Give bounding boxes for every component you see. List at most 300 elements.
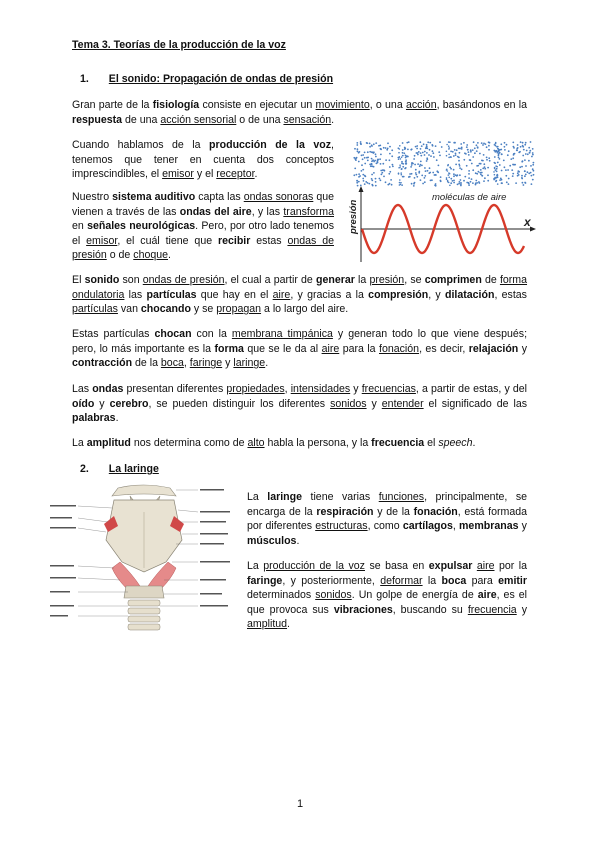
air-molecule-dot xyxy=(470,181,472,183)
trachea xyxy=(128,600,160,630)
air-molecule-dot xyxy=(496,176,498,178)
air-molecule-dot xyxy=(386,149,388,151)
air-molecule-dot xyxy=(398,147,400,149)
air-molecule-dot xyxy=(528,160,530,162)
air-molecule-dot xyxy=(533,174,535,176)
air-molecule-dot xyxy=(521,166,523,168)
air-molecule-dot xyxy=(435,183,437,185)
air-molecule-dot xyxy=(416,152,418,154)
air-molecule-dot xyxy=(439,141,441,143)
paragraph-7: La amplitud nos determina como de alto habla la persona, y la frecuencia el speech. xyxy=(72,437,476,449)
air-molecule-dot xyxy=(416,176,418,178)
air-molecule-dot xyxy=(495,180,497,182)
air-molecule-dot xyxy=(380,154,382,156)
air-molecule-dot xyxy=(517,144,519,146)
air-molecule-dot xyxy=(430,180,432,182)
air-molecule-dot xyxy=(401,174,403,176)
air-molecule-dot xyxy=(521,177,523,179)
air-molecule-dot xyxy=(477,146,479,148)
air-molecule-dot xyxy=(498,151,500,153)
air-molecule-dot xyxy=(427,141,429,143)
air-molecule-dot xyxy=(405,161,407,163)
air-molecule-dot xyxy=(375,156,377,158)
air-molecule-dot xyxy=(369,146,371,148)
air-molecule-dot xyxy=(398,152,400,154)
air-molecule-dot xyxy=(513,146,515,148)
air-molecule-dot xyxy=(438,151,440,153)
air-molecule-dot xyxy=(476,144,478,146)
air-molecule-dot xyxy=(494,156,496,158)
air-molecule-dot xyxy=(483,143,485,145)
air-molecule-dot xyxy=(383,147,385,149)
section-1-heading xyxy=(80,72,333,87)
air-molecule-dot xyxy=(440,176,442,178)
air-molecule-dot xyxy=(371,144,373,146)
air-molecule-dot xyxy=(477,142,479,144)
air-molecule-dot xyxy=(378,145,380,147)
air-molecule-dot xyxy=(484,177,486,179)
air-molecule-dot xyxy=(421,145,423,147)
air-molecule-dot xyxy=(432,150,434,152)
air-molecule-dot xyxy=(449,167,451,169)
pressure-axis-label: presión xyxy=(348,199,359,234)
air-molecule-dot xyxy=(519,166,521,168)
air-molecule-dot xyxy=(469,159,471,161)
air-molecule-dot xyxy=(470,151,472,153)
air-molecule-dot xyxy=(522,142,524,144)
air-molecule-dot xyxy=(472,149,474,151)
air-molecule-dot xyxy=(468,154,470,156)
air-molecule-dot xyxy=(438,165,440,167)
air-molecule-dot xyxy=(371,180,373,182)
air-molecule-dot xyxy=(401,184,403,186)
air-molecule-dot xyxy=(478,181,480,183)
air-molecule-dot xyxy=(456,175,458,177)
air-molecule-dot xyxy=(460,179,462,181)
air-molecule-dot xyxy=(399,184,401,186)
air-molecule-dot xyxy=(529,150,531,152)
air-molecule-dot xyxy=(446,155,448,157)
air-molecule-dot xyxy=(422,152,424,154)
air-molecule-dot xyxy=(448,148,450,150)
air-molecule-dot xyxy=(428,154,430,156)
air-molecule-dot xyxy=(494,162,496,164)
air-molecule-dot xyxy=(533,170,535,172)
air-molecule-dot xyxy=(505,169,507,171)
air-molecule-dot xyxy=(530,172,532,174)
air-molecule-dot xyxy=(497,162,499,164)
air-molecule-dot xyxy=(429,167,431,169)
air-molecule-dot xyxy=(429,172,431,174)
air-molecule-dot xyxy=(391,155,393,157)
air-molecule-dot xyxy=(512,173,514,175)
air-molecule-dot xyxy=(404,147,406,149)
air-molecule-dot xyxy=(468,177,470,179)
paragraph-8: La laringe tiene varias funciones, principalmente, se encarga de la respiración y de la fonación, está formada por diferentes estructuras, como cartílagos, membranas y músculos. xyxy=(247,491,528,547)
air-molecule-dot xyxy=(389,146,391,148)
air-molecule-dot xyxy=(402,155,404,157)
air-molecule-dot xyxy=(504,149,506,151)
air-molecule-dot xyxy=(525,165,527,167)
air-molecule-dot xyxy=(496,166,498,168)
air-molecule-dot xyxy=(400,172,402,174)
air-molecule-dot xyxy=(531,156,533,158)
air-molecule-dot xyxy=(411,162,413,164)
air-molecule-dot xyxy=(486,157,488,159)
air-molecule-dot xyxy=(487,167,489,169)
air-molecule-dot xyxy=(375,153,377,155)
air-molecule-dot xyxy=(478,171,480,173)
air-molecule-dot xyxy=(367,151,369,153)
air-molecule-dot xyxy=(369,151,371,153)
air-molecule-dot xyxy=(399,164,401,166)
air-molecule-dot xyxy=(459,167,461,169)
air-molecule-dot xyxy=(446,151,448,153)
air-molecule-dot xyxy=(373,161,375,163)
air-molecule-dot xyxy=(513,154,515,156)
air-molecule-dot xyxy=(463,159,465,161)
air-molecule-dot xyxy=(455,164,457,166)
air-molecule-dot xyxy=(397,157,399,159)
air-molecule-dot xyxy=(458,160,460,162)
air-molecule-dot xyxy=(479,153,481,155)
air-molecule-dot xyxy=(398,172,400,174)
air-molecule-dot xyxy=(496,168,498,170)
air-molecule-dot xyxy=(401,156,403,158)
air-molecule-dot xyxy=(391,184,393,186)
air-molecule-dot xyxy=(391,149,393,151)
air-molecule-dot xyxy=(453,142,455,144)
air-molecule-dot xyxy=(512,175,514,177)
air-molecule-dot xyxy=(362,154,364,156)
air-molecule-dot xyxy=(453,182,455,184)
air-molecule-dot xyxy=(432,152,434,154)
air-molecule-dot xyxy=(379,158,381,160)
air-molecule-dot xyxy=(505,175,507,177)
air-molecule-dot xyxy=(480,169,482,171)
air-molecule-dot xyxy=(411,148,413,150)
air-molecule-dot xyxy=(525,153,527,155)
air-molecule-dot xyxy=(364,157,366,159)
air-molecule-dot xyxy=(359,151,361,153)
air-molecule-dot xyxy=(479,163,481,165)
air-molecule-dot xyxy=(436,159,438,161)
air-molecule-dot xyxy=(373,143,375,145)
air-molecule-dot xyxy=(529,152,531,154)
air-molecule-dot xyxy=(518,174,520,176)
air-molecule-dot xyxy=(415,174,417,176)
air-molecule-dot xyxy=(358,176,360,178)
air-molecule-dot xyxy=(409,176,411,178)
air-molecule-dot xyxy=(531,183,533,185)
air-molecule-dot xyxy=(402,149,404,151)
air-molecule-dot xyxy=(507,154,509,156)
air-molecule-dot xyxy=(533,162,535,164)
air-molecule-dot xyxy=(358,181,360,183)
air-molecule-dot xyxy=(402,142,404,144)
air-molecule-dot xyxy=(381,172,383,174)
air-molecule-dot xyxy=(401,168,403,170)
air-molecule-dot xyxy=(473,141,475,143)
air-molecule-dot xyxy=(504,146,506,148)
air-molecule-dot xyxy=(476,150,478,152)
air-molecule-dot xyxy=(475,182,477,184)
air-molecule-dot xyxy=(424,177,426,179)
air-molecule-dot xyxy=(413,158,415,160)
air-molecule-dot xyxy=(526,150,528,152)
air-molecule-dot xyxy=(460,185,462,187)
air-molecule-dot xyxy=(475,180,477,182)
air-molecule-dot xyxy=(481,142,483,144)
air-molecule-dot xyxy=(400,182,402,184)
air-molecule-dot xyxy=(453,169,455,171)
page-number: 1 xyxy=(296,798,304,810)
air-molecule-dot xyxy=(498,154,500,156)
air-molecule-dot xyxy=(423,143,425,145)
air-molecule-dot xyxy=(402,166,404,168)
air-molecule-dot xyxy=(496,146,498,148)
air-molecule-dot xyxy=(488,145,490,147)
air-molecule-dot xyxy=(411,173,413,175)
air-molecule-dot xyxy=(501,170,503,172)
air-molecule-dot xyxy=(361,170,363,172)
air-molecule-dot xyxy=(494,151,496,153)
air-molecule-dot xyxy=(508,178,510,180)
air-molecule-dot xyxy=(448,172,450,174)
air-molecule-dot xyxy=(371,165,373,167)
air-molecule-dot xyxy=(424,175,426,177)
air-molecules-dots xyxy=(353,141,534,187)
air-molecule-dot xyxy=(361,155,363,157)
air-molecule-dot xyxy=(369,164,371,166)
air-molecule-dot xyxy=(447,164,449,166)
air-molecule-dot xyxy=(518,171,520,173)
air-molecule-dot xyxy=(358,173,360,175)
air-molecule-dot xyxy=(500,143,502,145)
air-molecule-dot xyxy=(521,175,523,177)
air-molecule-dot xyxy=(403,152,405,154)
air-molecule-dot xyxy=(419,141,421,143)
air-molecule-dot xyxy=(399,179,401,181)
air-molecule-dot xyxy=(470,149,472,151)
air-molecule-dot xyxy=(494,168,496,170)
air-molecule-dot xyxy=(496,175,498,177)
air-molecule-dot xyxy=(448,141,450,143)
air-molecule-dot xyxy=(464,176,466,178)
air-molecule-dot xyxy=(447,181,449,183)
air-molecule-dot xyxy=(385,181,387,183)
air-molecule-dot xyxy=(499,179,501,181)
air-molecule-dot xyxy=(355,158,357,160)
air-molecule-dot xyxy=(493,171,495,173)
air-molecule-dot xyxy=(474,147,476,149)
air-molecule-dot xyxy=(519,151,521,153)
air-molecule-dot xyxy=(468,173,470,175)
air-molecule-dot xyxy=(426,159,428,161)
air-molecule-dot xyxy=(415,169,417,171)
air-molecule-dot xyxy=(389,153,391,155)
air-molecule-dot xyxy=(420,152,422,154)
air-molecule-dot xyxy=(422,183,424,185)
air-molecule-dot xyxy=(512,157,514,159)
air-molecule-dot xyxy=(479,172,481,174)
air-molecule-dot xyxy=(525,174,527,176)
section-2-number: 2. xyxy=(80,463,89,475)
air-molecule-dot xyxy=(455,153,457,155)
air-molecule-dot xyxy=(424,181,426,183)
air-molecule-dot xyxy=(410,166,412,168)
air-molecule-dot xyxy=(463,142,465,144)
air-molecule-dot xyxy=(527,171,529,173)
air-molecule-dot xyxy=(524,144,526,146)
air-molecule-dot xyxy=(524,175,526,177)
air-molecule-dot xyxy=(483,154,485,156)
air-molecule-dot xyxy=(389,159,391,161)
air-molecule-dot xyxy=(432,145,434,147)
air-molecule-dot xyxy=(468,184,470,186)
air-molecule-dot xyxy=(414,182,416,184)
air-molecule-dot xyxy=(426,148,428,150)
air-molecule-dot xyxy=(357,148,359,150)
air-molecule-dot xyxy=(507,169,509,171)
air-molecule-dot xyxy=(455,154,457,156)
air-molecule-dot xyxy=(504,166,506,168)
air-molecule-dot xyxy=(468,170,470,172)
air-molecule-dot xyxy=(435,145,437,147)
air-molecule-dot xyxy=(357,150,359,152)
air-molecule-dot xyxy=(471,163,473,165)
air-molecule-dot xyxy=(360,141,362,143)
air-molecule-dot xyxy=(389,171,391,173)
air-molecule-dot xyxy=(488,149,490,151)
paragraph-4: El sonido son ondas de presión, el cual a partir de generar la presión, se comprimen de forma ondulatoria las partículas que hay en el aire, y gracias a la compresión, y dilatación, estas partículas van chocando y se propagan a lo largo del aire. xyxy=(72,274,528,316)
paragraph-1: Gran parte de la fisiología consiste en ejecutar un movimiento, o una acción, basándonos en la respuesta de una acción sensorial o de una sensación. xyxy=(72,99,528,126)
air-molecule-dot xyxy=(522,155,524,157)
air-molecule-dot xyxy=(524,159,526,161)
air-molecule-dot xyxy=(464,152,466,154)
document-title: Tema 3. Teorías de la producción de la voz xyxy=(72,39,286,51)
air-molecule-dot xyxy=(450,182,452,184)
air-molecule-dot xyxy=(354,168,356,170)
air-molecule-dot xyxy=(379,178,381,180)
air-molecule-dot xyxy=(411,164,413,166)
air-molecule-dot xyxy=(515,182,517,184)
air-molecule-dot xyxy=(463,180,465,182)
air-molecule-dot xyxy=(497,183,499,185)
air-molecule-dot xyxy=(484,168,486,170)
air-molecule-dot xyxy=(377,162,379,164)
air-molecule-dot xyxy=(371,174,373,176)
air-molecule-dot xyxy=(530,141,532,143)
air-molecule-dot xyxy=(458,164,460,166)
air-molecule-dot xyxy=(420,148,422,150)
air-molecule-dot xyxy=(357,185,359,187)
air-molecule-dot xyxy=(362,174,364,176)
air-molecule-dot xyxy=(511,169,513,171)
air-molecule-dot xyxy=(373,152,375,154)
air-molecule-dot xyxy=(430,155,432,157)
air-molecule-dot xyxy=(407,149,409,151)
air-molecule-dot xyxy=(373,172,375,174)
larynx-figure xyxy=(48,482,238,632)
air-molecule-dot xyxy=(458,183,460,185)
air-molecule-dot xyxy=(509,165,511,167)
air-molecule-dot xyxy=(498,156,500,158)
air-molecule-dot xyxy=(388,173,390,175)
air-molecule-dot xyxy=(524,170,526,172)
air-molecule-dot xyxy=(356,144,358,146)
air-molecule-dot xyxy=(530,165,532,167)
air-molecule-dot xyxy=(457,156,459,158)
air-molecule-dot xyxy=(356,182,358,184)
air-molecule-dot xyxy=(482,160,484,162)
air-molecule-dot xyxy=(449,185,451,187)
air-molecule-dot xyxy=(517,172,519,174)
air-molecule-dot xyxy=(531,175,533,177)
air-molecule-dot xyxy=(532,148,534,150)
air-molecule-dot xyxy=(532,179,534,181)
air-molecule-dot xyxy=(446,177,448,179)
air-molecule-dot xyxy=(439,155,441,157)
air-molecule-dot xyxy=(440,180,442,182)
air-molecule-dot xyxy=(450,178,452,180)
air-molecule-dot xyxy=(406,155,408,157)
air-molecule-dot xyxy=(356,142,358,144)
air-molecule-dot xyxy=(472,169,474,171)
air-molecule-dot xyxy=(406,142,408,144)
air-molecule-dot xyxy=(454,149,456,151)
air-molecule-dot xyxy=(399,166,401,168)
air-molecule-dot xyxy=(524,182,526,184)
air-molecule-dot xyxy=(375,185,377,187)
air-molecule-dot xyxy=(360,185,362,187)
air-molecule-dot xyxy=(466,146,468,148)
air-molecule-dot xyxy=(363,180,365,182)
air-molecule-dot xyxy=(482,144,484,146)
air-molecule-dot xyxy=(453,175,455,177)
air-molecule-dot xyxy=(522,160,524,162)
air-molecule-dot xyxy=(466,165,468,167)
air-molecule-dot xyxy=(448,177,450,179)
air-molecule-dot xyxy=(424,167,426,169)
air-molecule-dot xyxy=(461,148,463,150)
x-axis-arrow xyxy=(530,227,536,232)
air-molecule-dot xyxy=(413,185,415,187)
air-molecule-dot xyxy=(429,149,431,151)
air-molecule-dot xyxy=(488,157,490,159)
air-molecule-dot xyxy=(493,178,495,180)
air-molecule-dot xyxy=(461,168,463,170)
air-molecule-dot xyxy=(382,163,384,165)
air-molecule-dot xyxy=(483,163,485,165)
air-molecule-dot xyxy=(516,148,518,150)
air-molecule-dot xyxy=(480,174,482,176)
air-molecule-dot xyxy=(467,149,469,151)
air-molecule-dot xyxy=(426,152,428,154)
section-2-heading xyxy=(80,462,159,477)
air-molecule-dot xyxy=(494,174,496,176)
air-molecule-dot xyxy=(375,181,377,183)
air-molecule-dot xyxy=(501,182,503,184)
air-molecule-dot xyxy=(489,142,491,144)
air-molecule-dot xyxy=(532,164,534,166)
air-molecule-dot xyxy=(380,179,382,181)
air-molecule-dot xyxy=(516,149,518,151)
air-molecule-dot xyxy=(453,180,455,182)
air-molecule-dot xyxy=(418,172,420,174)
air-molecule-dot xyxy=(375,142,377,144)
air-molecule-dot xyxy=(476,165,478,167)
